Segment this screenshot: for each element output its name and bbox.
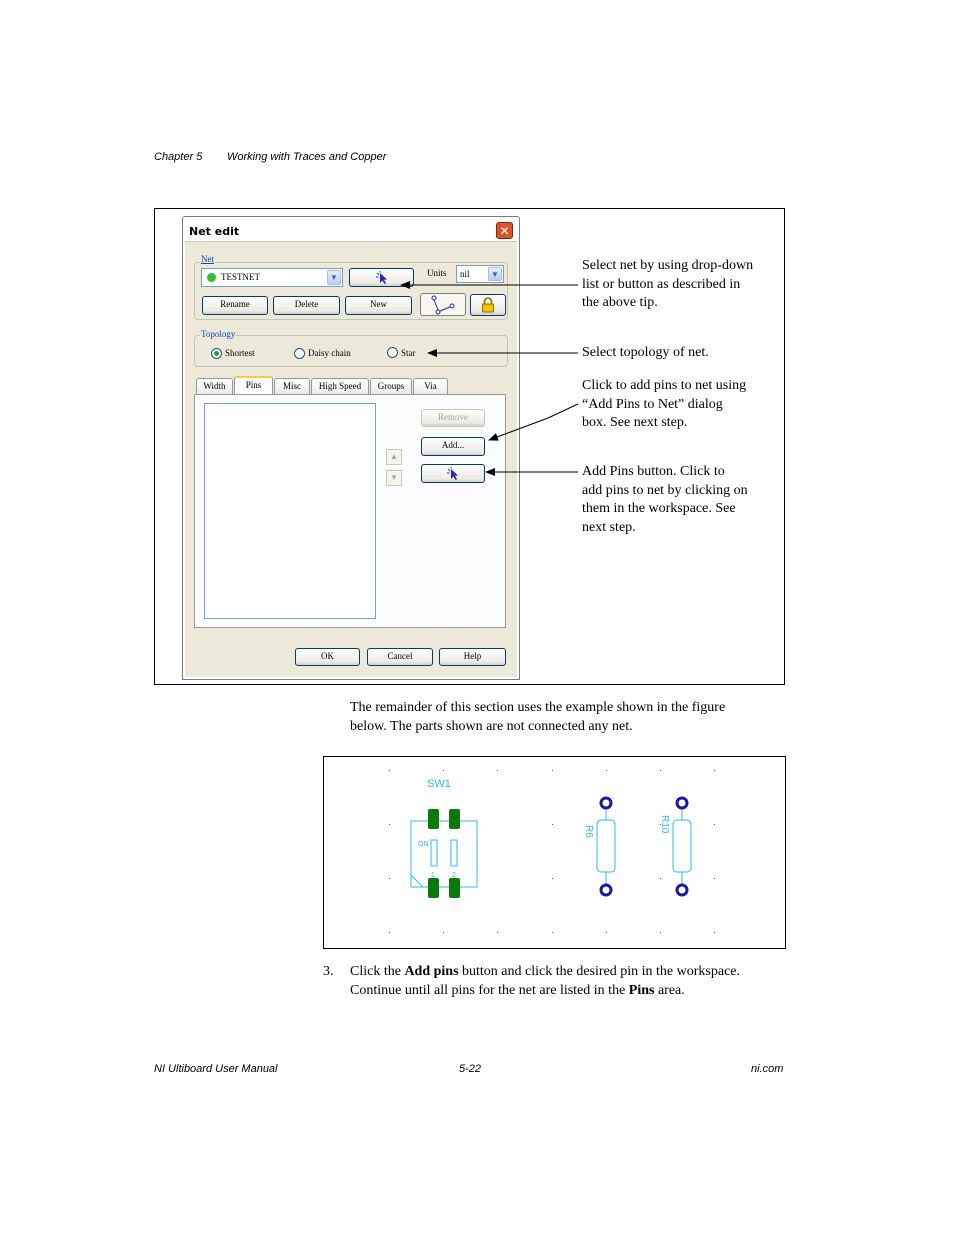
units-value: nil: [460, 269, 470, 279]
footer-manual-title: NI Ultiboard User Manual: [154, 1063, 278, 1075]
chevron-down-icon[interactable]: ▼: [488, 267, 502, 281]
tab-width[interactable]: Width: [196, 378, 233, 394]
resistor-r6-label: R6: [583, 825, 594, 838]
chapter-title: Working with Traces and Copper: [227, 151, 387, 163]
workspace-canvas: [324, 757, 785, 948]
tab-via[interactable]: Via: [413, 378, 448, 394]
annotation-select-topology: Select topology of net.: [582, 345, 709, 360]
footer-page-number: 5-22: [459, 1063, 482, 1075]
delete-button[interactable]: Delete: [273, 296, 340, 315]
sw1-switch: [451, 840, 457, 866]
help-button[interactable]: Help: [439, 648, 506, 666]
radio-star-label: Star: [401, 348, 416, 358]
remove-button[interactable]: Remove: [421, 409, 485, 427]
close-icon[interactable]: ✕: [496, 222, 513, 239]
sw1-outline: [411, 821, 477, 887]
callout-arrow-add: [489, 404, 578, 440]
radio-daisy-chain-label: Daisy chain: [308, 348, 351, 358]
resistor-r10-body: [673, 820, 691, 872]
resistor-r10-top-pad[interactable]: [677, 798, 687, 808]
radio-shortest-label: Shortest: [225, 348, 255, 358]
net-value: TESTNET: [221, 272, 260, 282]
annotation-add-pins-dialog: Click to add pins to net using “Add Pins to Net” dialog box. See next step.: [582, 378, 747, 430]
add-button[interactable]: Add...: [421, 437, 485, 456]
parts-figure: [323, 756, 786, 949]
sw1-switch: [431, 840, 437, 866]
ok-button[interactable]: OK: [295, 648, 360, 666]
chevron-down-icon: ▼: [390, 473, 398, 482]
annotation-select-net: Select net by using drop-down list or button as described in the above tip.: [582, 258, 754, 310]
tab-groups[interactable]: Groups: [370, 378, 412, 394]
footer-website: ni.com: [751, 1063, 784, 1075]
resistor-r10-bottom-pad[interactable]: [677, 885, 687, 895]
net-group-label: Net: [201, 254, 214, 264]
dialog-title: Net edit: [189, 225, 240, 238]
chevron-up-icon: ▲: [390, 452, 398, 461]
sw1-pad[interactable]: [428, 878, 439, 898]
step-number: 3.: [323, 964, 334, 979]
sw1-pin2-label: 2: [452, 872, 456, 879]
resistor-r6-bottom-pad[interactable]: [601, 885, 611, 895]
sw1-pin1-label: 1: [431, 872, 435, 879]
cancel-button[interactable]: Cancel: [367, 648, 433, 666]
sw1-label: SW1: [427, 778, 451, 790]
chevron-down-icon[interactable]: ▼: [327, 270, 341, 285]
sw1-pad[interactable]: [449, 809, 460, 829]
chapter-label: Chapter 5: [154, 151, 203, 163]
tab-high-speed[interactable]: High Speed: [311, 378, 369, 394]
resistor-r6-top-pad[interactable]: [601, 798, 611, 808]
resistor-r10-label: R10: [659, 815, 670, 834]
grid-dots: [389, 770, 715, 933]
units-label: Units: [427, 268, 447, 278]
step-text: Click the Add pins button and click the desired pin in the workspace. Continue until all pins for the net are listed in the Pins area.: [350, 964, 741, 998]
intro-paragraph: The remainder of this section uses the example shown in the figure below. The parts shown are not connected any net.: [350, 700, 726, 734]
tab-pins[interactable]: Pins: [234, 376, 273, 395]
new-button[interactable]: New: [345, 296, 412, 315]
sw1-outline-corner: [411, 875, 423, 887]
resistor-r6-body: [597, 820, 615, 872]
rename-button[interactable]: Rename: [202, 296, 268, 315]
sw1-on-label: ON: [418, 841, 429, 848]
sw1-pad[interactable]: [449, 878, 460, 898]
sw1-pad[interactable]: [428, 809, 439, 829]
tab-misc[interactable]: Misc: [274, 378, 310, 394]
topology-group-label: Topology: [201, 329, 236, 339]
annotation-add-pins-button: Add Pins button. Click to add pins to net by clicking on them in the workspace. See next step.: [582, 464, 748, 535]
